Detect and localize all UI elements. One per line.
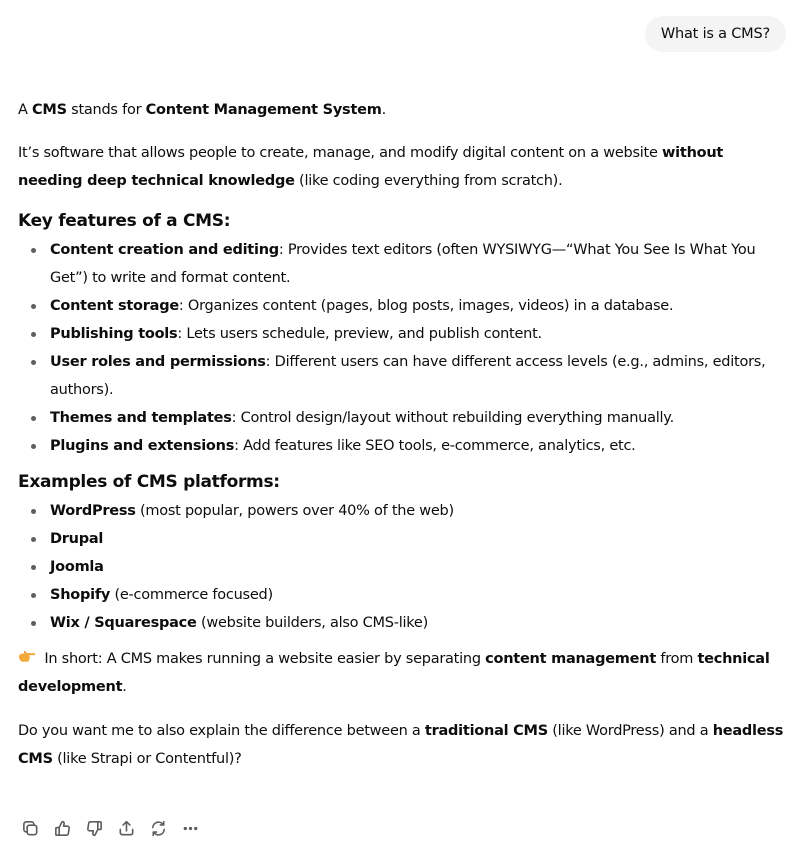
followup-paragraph: [18, 717, 788, 773]
pointing-right-hand-icon: [18, 649, 36, 665]
feature-item: [18, 320, 788, 348]
text: A: [18, 102, 33, 118]
feature-item: [18, 404, 788, 432]
text: stands for: [66, 102, 146, 118]
example-label: Wix / Squarespace: [50, 615, 197, 631]
example-label: Joomla: [50, 559, 104, 575]
feature-text: : Lets users schedule, preview, and publish content.: [177, 326, 542, 342]
feature-label: Themes and templates: [50, 410, 232, 426]
feature-label: Content storage: [50, 298, 179, 314]
assistant-response: [18, 96, 788, 773]
text: (like WordPress) and a: [547, 723, 713, 739]
share-button[interactable]: [110, 812, 142, 844]
example-text: (most popular, powers over 40% of the web): [135, 503, 454, 519]
example-item: [18, 609, 788, 637]
bold-text: CMS: [32, 102, 67, 118]
thumbs-down-icon: [85, 819, 104, 838]
example-label: Drupal: [50, 531, 104, 547]
feature-text: : Add features like SEO tools, e-commerce, analytics, etc.: [234, 438, 636, 454]
example-item: [18, 525, 788, 553]
bold-text: without needing deep technical knowledge: [18, 145, 724, 189]
user-message-row: [645, 16, 786, 52]
text: It’s software that allows people to create, manage, and modify digital content on a website: [18, 145, 663, 161]
bold-text: headless CMS: [18, 723, 784, 767]
intro-paragraph: [18, 96, 788, 124]
features-heading: Key features of a CMS:: [18, 211, 231, 231]
definition-paragraph: [18, 139, 788, 195]
feature-text: : Different users can have different access levels (e.g., admins, editors, authors).: [50, 354, 766, 398]
feature-text: : Control design/layout without rebuilding everything manually.: [231, 410, 674, 426]
response-actions-bar: [14, 812, 206, 844]
text: In short: A CMS makes running a website easier by separating: [40, 651, 486, 667]
bold-text: traditional CMS: [424, 723, 548, 739]
bold-text: technical development: [18, 651, 770, 695]
copy-icon: [21, 819, 40, 838]
text: (like Strapi or Contentful)?: [52, 751, 242, 767]
share-icon: [117, 819, 136, 838]
feature-item: [18, 292, 788, 320]
user-message-bubble: What is a CMS?: [645, 16, 786, 52]
feature-text: : Provides text editors (often WYSIWYG—“What You See Is What You Get”) to write and format content.: [50, 242, 756, 286]
bad-response-button[interactable]: [78, 812, 110, 844]
feature-item: [18, 432, 788, 460]
feature-item: [18, 348, 788, 404]
example-text: (website builders, also CMS-like): [196, 615, 429, 631]
text: .: [381, 102, 386, 118]
regenerate-icon: [149, 819, 168, 838]
feature-item: [18, 236, 788, 292]
more-button[interactable]: [174, 812, 206, 844]
text: .: [122, 679, 127, 695]
example-label: Shopify: [50, 587, 111, 603]
features-list: [18, 236, 788, 460]
example-label: WordPress: [50, 503, 136, 519]
summary-paragraph: [18, 645, 788, 701]
feature-label: User roles and permissions: [50, 354, 266, 370]
feature-label: Content creation and editing: [50, 242, 279, 258]
good-response-button[interactable]: [46, 812, 78, 844]
feature-label: Publishing tools: [50, 326, 178, 342]
example-item: [18, 553, 788, 581]
example-item: [18, 581, 788, 609]
text: from: [656, 651, 698, 667]
bold-text: Content Management System: [145, 102, 382, 118]
regenerate-button[interactable]: [142, 812, 174, 844]
example-text: (e-commerce focused): [110, 587, 273, 603]
text: (like coding everything from scratch).: [294, 173, 563, 189]
examples-heading: Examples of CMS platforms:: [18, 472, 280, 492]
more-icon: [181, 819, 200, 838]
examples-list: [18, 497, 788, 637]
feature-label: Plugins and extensions: [50, 438, 235, 454]
copy-button[interactable]: [14, 812, 46, 844]
thumbs-up-icon: [53, 819, 72, 838]
bold-text: content management: [485, 651, 656, 667]
example-item: [18, 497, 788, 525]
text: Do you want me to also explain the difference between a: [18, 723, 425, 739]
feature-text: : Organizes content (pages, blog posts, images, videos) in a database.: [178, 298, 674, 314]
